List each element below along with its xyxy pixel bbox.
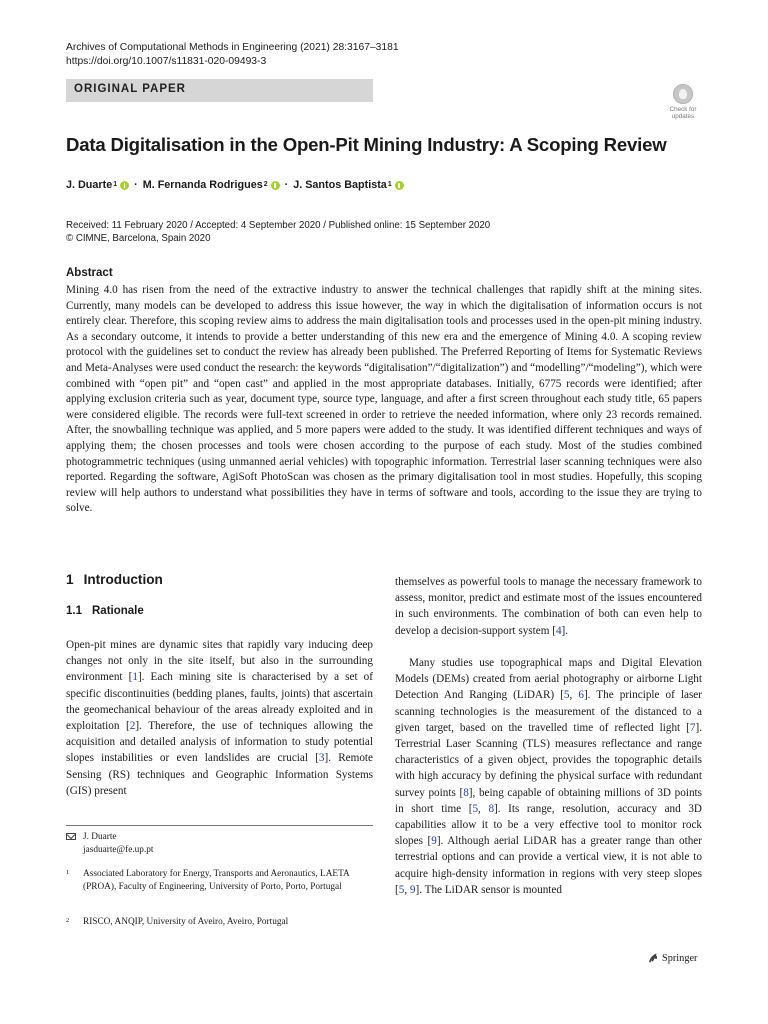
paper-title: Data Digitalisation in the Open-Pit Mining Industry: A Scoping Review — [66, 134, 667, 155]
intro-paragraph-right-1: themselves as powerful tools to manage the necessary framework to assess, monitor, predict and estimate most of the issues encountered in such environments. The combination of both can even help to develop a decision-support system [4]. — [395, 576, 702, 637]
paper-type-label: ORIGINAL PAPER — [74, 83, 186, 95]
citation-link[interactable]: 3 — [318, 752, 325, 765]
subsection-heading — [66, 605, 144, 617]
author-list: J. Duarte 1 · M. Fernanda Rodrigues 2 · J. Santos Baptista 1 — [66, 179, 404, 191]
check-updates-icon — [673, 84, 693, 104]
affiliation-number: 1 — [66, 869, 70, 876]
publication-dates: Received: 11 February 2020 / Accepted: 4 September 2020 / Published online: 15 September 2020 — [66, 220, 491, 231]
envelope-icon — [66, 833, 76, 840]
citation-link[interactable]: 5 — [472, 802, 479, 815]
copyright-notice: © CIMNE, Barcelona, Spain 2020 — [66, 233, 211, 244]
section-number: 1 — [66, 572, 74, 587]
subsection-title: Rationale — [92, 605, 144, 617]
doi-link[interactable]: https://doi.org/10.1007/s11831-020-09493-3 — [66, 56, 267, 67]
springer-horse-icon — [647, 952, 659, 964]
corresponding-author-name: J. Duarte — [83, 832, 117, 842]
affiliation-text: Associated Laboratory for Energy, Transports and Aeronautics, LAETA (PROA), Faculty of Engineering, University of Porto, Porto, Portugal — [83, 869, 350, 892]
publisher-name: Springer — [662, 952, 698, 964]
section-title: Introduction — [83, 572, 163, 587]
citation-link[interactable]: 5 — [563, 689, 570, 702]
orcid-icon[interactable] — [271, 181, 280, 190]
corresponding-author-email[interactable]: jasduarte@fe.up.pt — [83, 844, 154, 855]
author-name[interactable]: J. Santos Baptista — [293, 179, 387, 191]
orcid-icon[interactable] — [120, 181, 129, 190]
citation-link[interactable]: 7 — [689, 721, 696, 734]
author-name[interactable]: M. Fernanda Rodrigues — [142, 179, 263, 191]
abstract-heading: Abstract — [66, 267, 113, 279]
citation-link[interactable]: 8 — [488, 802, 495, 815]
citation-link[interactable]: 9 — [409, 883, 416, 896]
intro-paragraph-left: Open-pit mines are dynamic sites that rapidly vary inducing deep changes not only in the site itself, but also in the surrounding environment [1]. Each mining site is characterised by a set of specific discontinuities (bedding planes, faults, joints) that ascertain the geomechanical behaviour of the areas already exploited and in exploitation [2]. Therefore, the use of techniques allowing the acquisition and detailed analysis of information to study potential slopes instabilities or even landslides are crucial [3]. Remote Sensing (RS) techniques and Geographic Information Systems (GIS) present — [66, 639, 373, 797]
intro-paragraph-right-2: Many studies use topographical maps and Digital Elevation Models (DEMs) created from aerial photography or airborne Light Detection And Ranging (LiDAR) [5, 6]. The principle of laser scanning technologies is the measurement of the distanced to a given target, based on the travelled time of reflected light [7]. Terrestrial Laser Scanning (TLS) measures reflectance and range characteristics of a given object, provides the topographic details with high accuracy by defining the physical surface with redundant survey points [8], being capable of obtaining millions of 3D points in short time [5, 8]. Its range, resolution, accuracy and 3D capabilities allow it to be a very effective tool to monitor rock slopes [9]. Although aerial LiDAR has a greater range than other terrestrial options and can provide a vertical view, it is not able to acquire high-density information in regions with very steep slopes [5, 9]. The LiDAR sensor is mounted — [395, 657, 703, 896]
check-for-updates-badge[interactable] — [664, 84, 702, 124]
author-name[interactable]: J. Duarte — [66, 179, 113, 191]
citation-link[interactable]: 2 — [129, 720, 136, 733]
orcid-icon[interactable] — [395, 181, 404, 190]
citation-link[interactable]: 9 — [431, 835, 437, 848]
subsection-number: 1.1 — [66, 605, 82, 617]
author-separator: · — [134, 179, 138, 191]
section-heading — [66, 572, 163, 587]
citation-link[interactable]: 8 — [463, 786, 469, 799]
journal-citation: Archives of Computational Methods in Engineering (2021) 28:3167–3181 — [66, 42, 399, 53]
author-separator: · — [284, 179, 289, 191]
publisher-logo — [647, 952, 697, 964]
paper-type-band — [66, 79, 373, 102]
affiliation-number: 2 — [66, 917, 70, 924]
footnote-divider — [66, 825, 373, 826]
citation-link[interactable]: 6 — [578, 689, 584, 702]
citation-link[interactable]: 4 — [555, 624, 562, 637]
affiliation-text: RISCO, ANQIP, University of Aveiro, Aveiro, Portugal — [83, 917, 289, 927]
citation-link[interactable]: 5 — [398, 883, 405, 896]
check-updates-caption: Check for updates — [669, 106, 697, 120]
abstract-body: Mining 4.0 has risen from the need of the extractive industry to answer the technical challenges that rapidly shift at the mining sites. Currently, many models can be developed to address this issue however, the way in which the digitalisation of information occurs is not entirely clear. Therefore, this scoping review aims to address the main digitalisation tools and processes used in the open-pit mining industry. As a secondary outcome, it intends to provide a better understanding of this new era and the emergence of Mining 4.0. A scoping review protocol with the guidelines set to conduct the review has already been published. The Preferred Reporting of Items for Systematic Reviews and Meta-Analyses were used conduct the research: the keywords “digitalisation”/“digitalization”) and “modelling”/“modeling”), which were combined with “open pit” and “open cast” and applied in the most appropriate databases. Initially, 6775 records were identified; after applying exclusion criteria such as year, document type, source type, language, and after a first screen throughout each study title, 65 papers were considered eligible. The records were full-text screened in order to retrieve the needed information, where only 23 records remained. After, the snowballing technique was applied, and 5 more papers were added to the study. It was identified different techniques and ways of applying them; the chosen processes and tools were chosen according to the purpose of each study. Most of the studies combined photogrammetric techniques (using unmanned aerial vehicles) with topographic information. Terrestrial laser scanning techniques were also reported. Regarding the software, AgiSoft PhotoScan was chosen as the primary digitalisation tool in most studies. Hopefully, this scoping review will help authors to understand what possibilities they have in terms of software and tools, according to the issue they are trying to solve. — [66, 284, 702, 515]
citation-link[interactable]: 1 — [132, 671, 138, 684]
